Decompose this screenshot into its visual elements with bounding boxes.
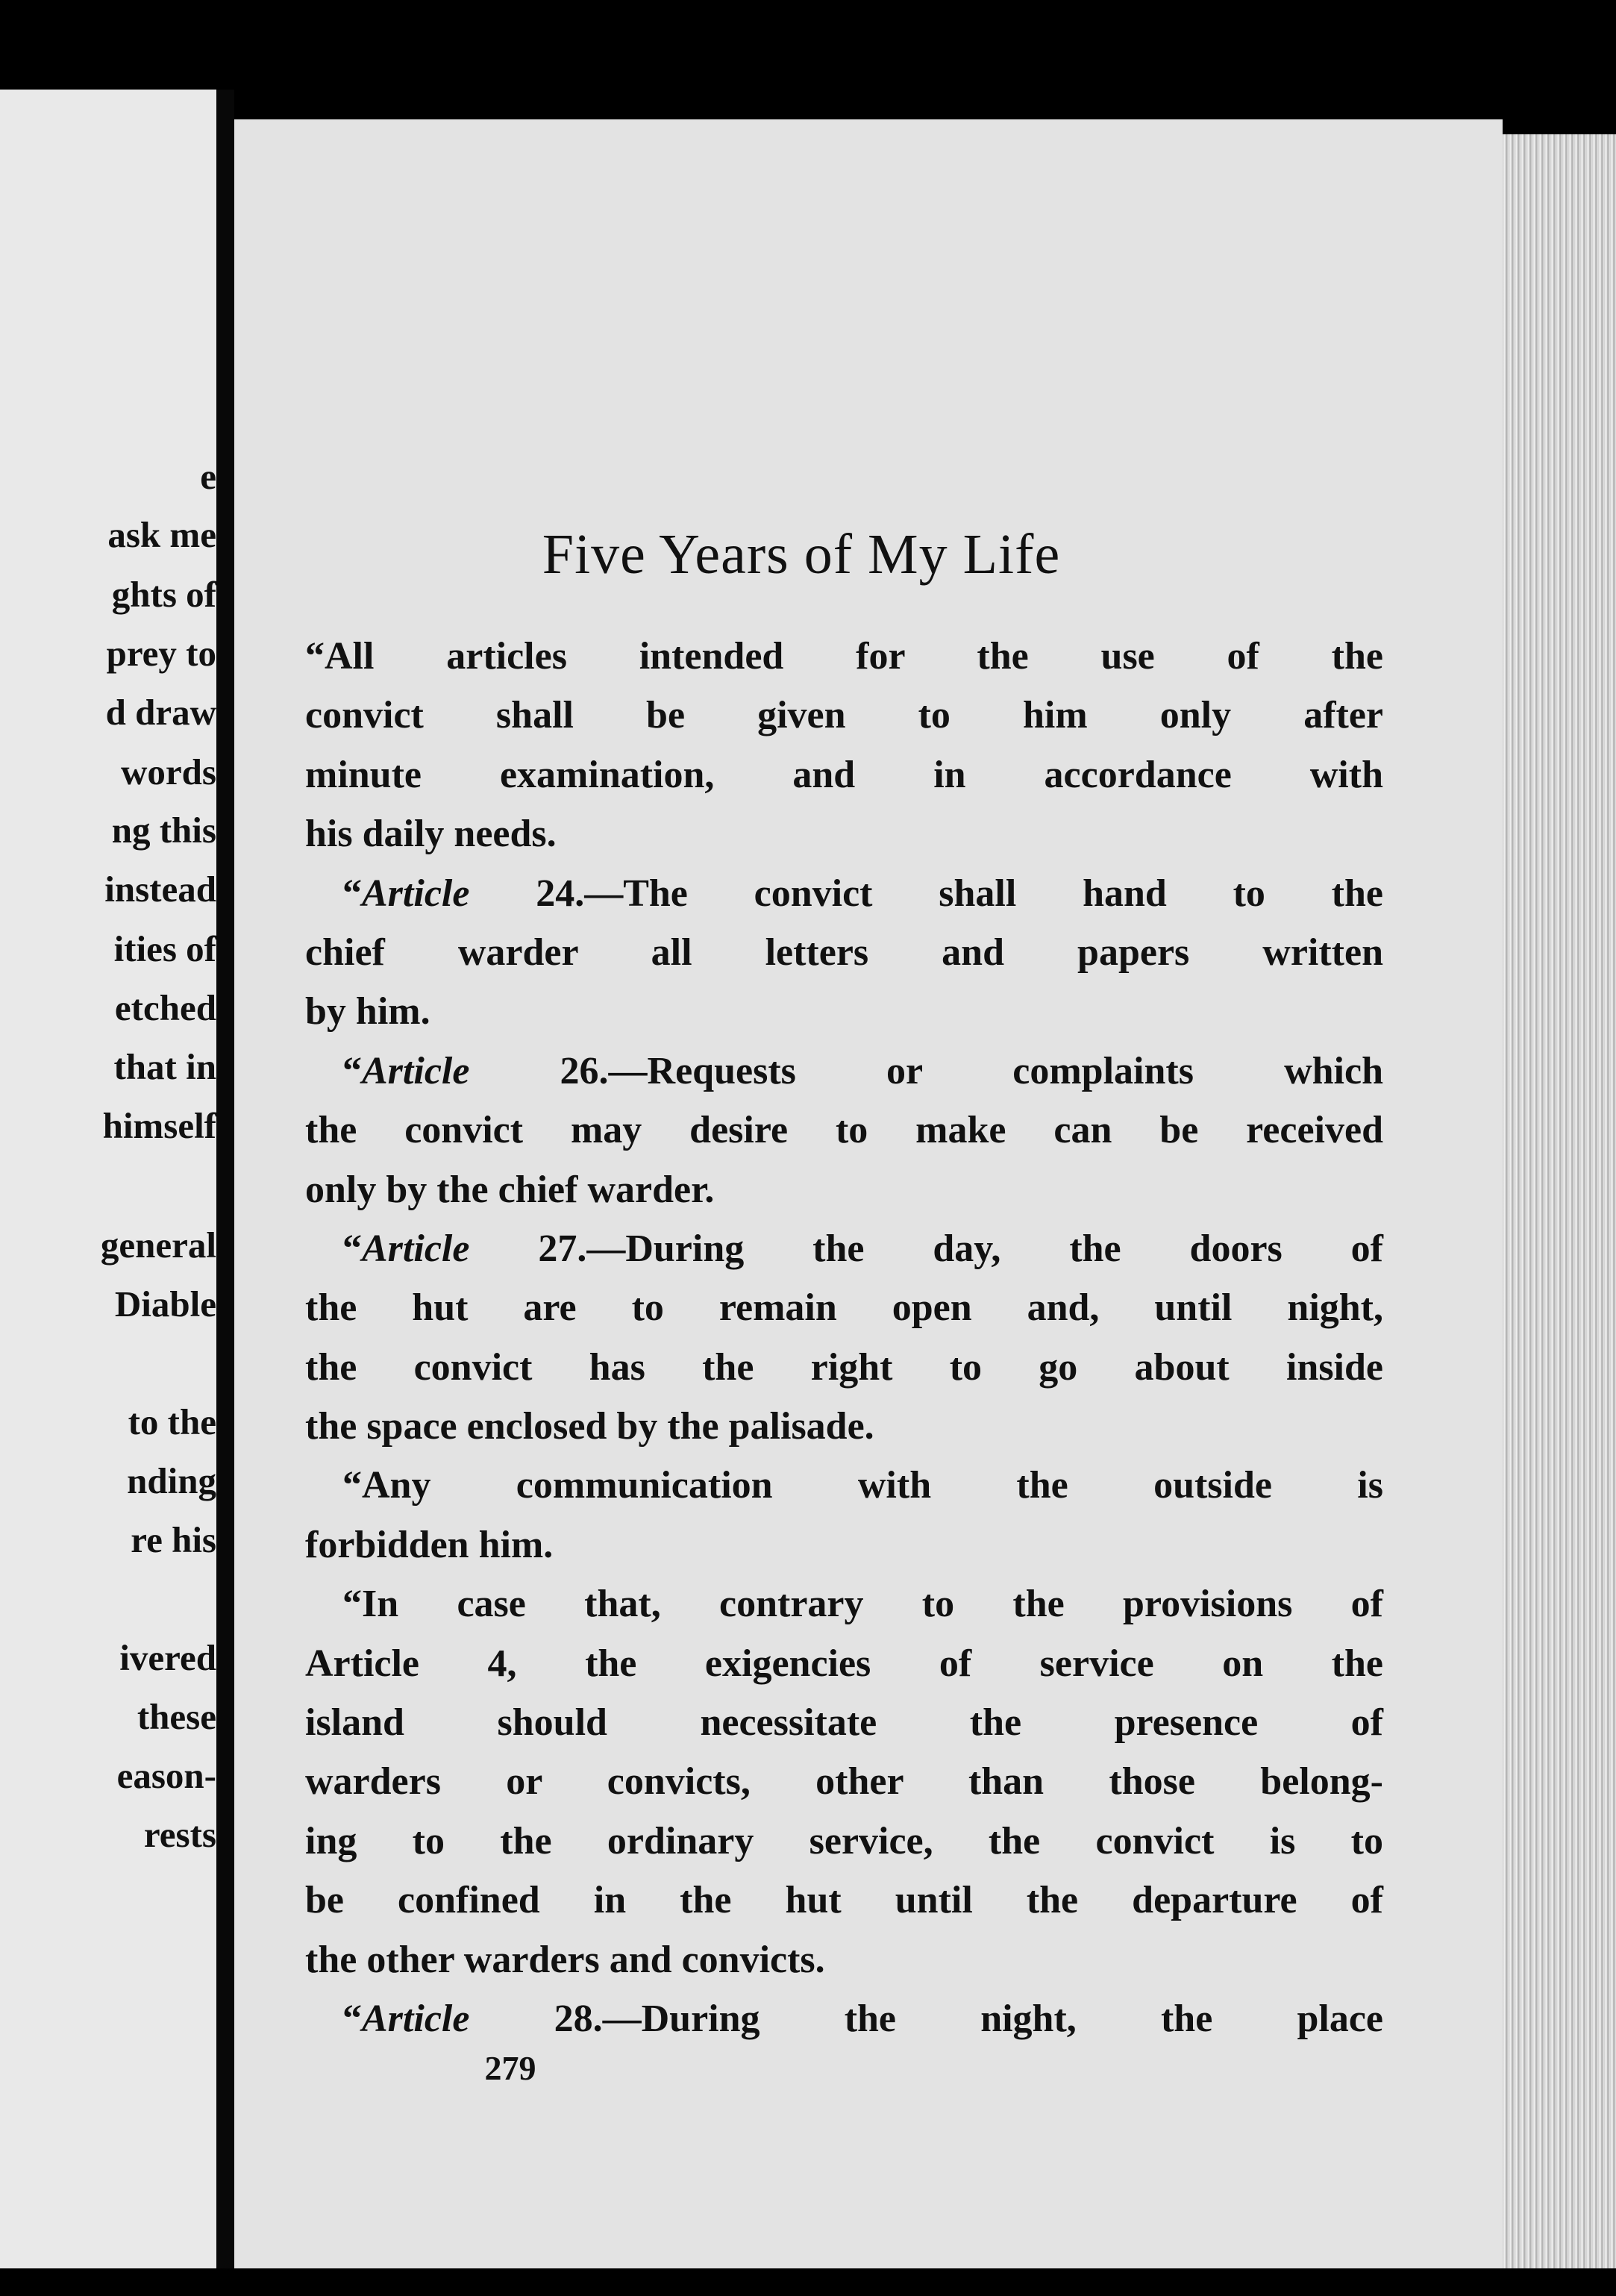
running-head: Five Years of My Life bbox=[542, 523, 1061, 586]
text-line: warders or convicts, other than those belong- bbox=[305, 1760, 1383, 1804]
left-page-line: words bbox=[121, 751, 216, 792]
text-line: “All articles intended for the use of the bbox=[305, 635, 1383, 678]
left-page-line: Diable bbox=[114, 1283, 216, 1324]
left-page-line: rests bbox=[143, 1814, 216, 1855]
page-number: 279 bbox=[484, 2049, 536, 2087]
left-page-line: these bbox=[137, 1696, 216, 1737]
left-page-line: e bbox=[200, 456, 216, 497]
left-page-line: ng this bbox=[111, 810, 216, 851]
text-line: island should necessitate the presence of bbox=[305, 1701, 1383, 1745]
text-line: “In case that, contrary to the provisions of bbox=[342, 1583, 1383, 1626]
left-page-line: re his bbox=[131, 1519, 216, 1560]
left-page-line: eason- bbox=[116, 1755, 216, 1796]
text-line: be confined in the hut until the departure of bbox=[305, 1879, 1383, 1922]
article-label: Article bbox=[362, 1049, 470, 1092]
text-line: “Article 27.—During the day, the doors of bbox=[342, 1227, 1383, 1270]
left-page-line: that in bbox=[113, 1046, 216, 1087]
left-page-line: ghts of bbox=[111, 574, 216, 615]
left-page-line: general bbox=[100, 1224, 216, 1266]
left-page-line: ivered bbox=[119, 1637, 216, 1678]
text-line: by him. bbox=[305, 990, 430, 1033]
left-page-line: d draw bbox=[105, 692, 216, 733]
text-line: only by the chief warder. bbox=[305, 1168, 715, 1211]
text-line: Article 4, the exigencies of service on the bbox=[305, 1642, 1383, 1685]
text-line: chief warder all letters and papers written bbox=[305, 930, 1383, 974]
right-page bbox=[234, 119, 1503, 2268]
text-line: the convict may desire to make can be received bbox=[305, 1109, 1383, 1152]
left-page-line: etched bbox=[114, 987, 216, 1028]
left-page-line: prey to bbox=[106, 633, 216, 674]
article-label: Article bbox=[362, 1227, 470, 1270]
article-label: Article bbox=[362, 872, 470, 915]
text-line: the other warders and convicts. bbox=[305, 1938, 825, 1981]
text-line: minute examination, and in accordance with bbox=[305, 753, 1383, 796]
text-line: forbidden him. bbox=[305, 1523, 554, 1566]
text-line: “Article 24.—The convict shall hand to the bbox=[342, 872, 1383, 915]
left-page-line: ities of bbox=[113, 928, 216, 969]
text-line: the space enclosed by the palisade. bbox=[305, 1405, 874, 1448]
text-line: “Any communication with the outside is bbox=[342, 1464, 1383, 1507]
left-page bbox=[0, 90, 216, 2268]
left-page-line: ask me bbox=[107, 514, 216, 555]
left-page-line: to the bbox=[128, 1401, 216, 1442]
left-page-line: nding bbox=[127, 1460, 216, 1501]
text-line: the convict has the right to go about inside bbox=[305, 1345, 1383, 1389]
text-line: convict shall be given to him only after bbox=[305, 694, 1383, 737]
body-text bbox=[305, 627, 1383, 2048]
text-line: “Article 26.—Requests or complaints which bbox=[342, 1049, 1383, 1092]
left-page-line: himself bbox=[102, 1105, 216, 1146]
text-line: ing to the ordinary service, the convict is to bbox=[305, 1819, 1383, 1862]
left-page-line: instead bbox=[104, 869, 216, 910]
page-edges bbox=[1503, 134, 1616, 2268]
text-line: the hut are to remain open and, until night, bbox=[305, 1286, 1383, 1330]
book-gutter bbox=[216, 90, 234, 2268]
article-label: Article bbox=[362, 1997, 470, 2040]
text-line: “Article 28.—During the night, the place bbox=[342, 1997, 1383, 2040]
text-line: his daily needs. bbox=[305, 813, 557, 856]
